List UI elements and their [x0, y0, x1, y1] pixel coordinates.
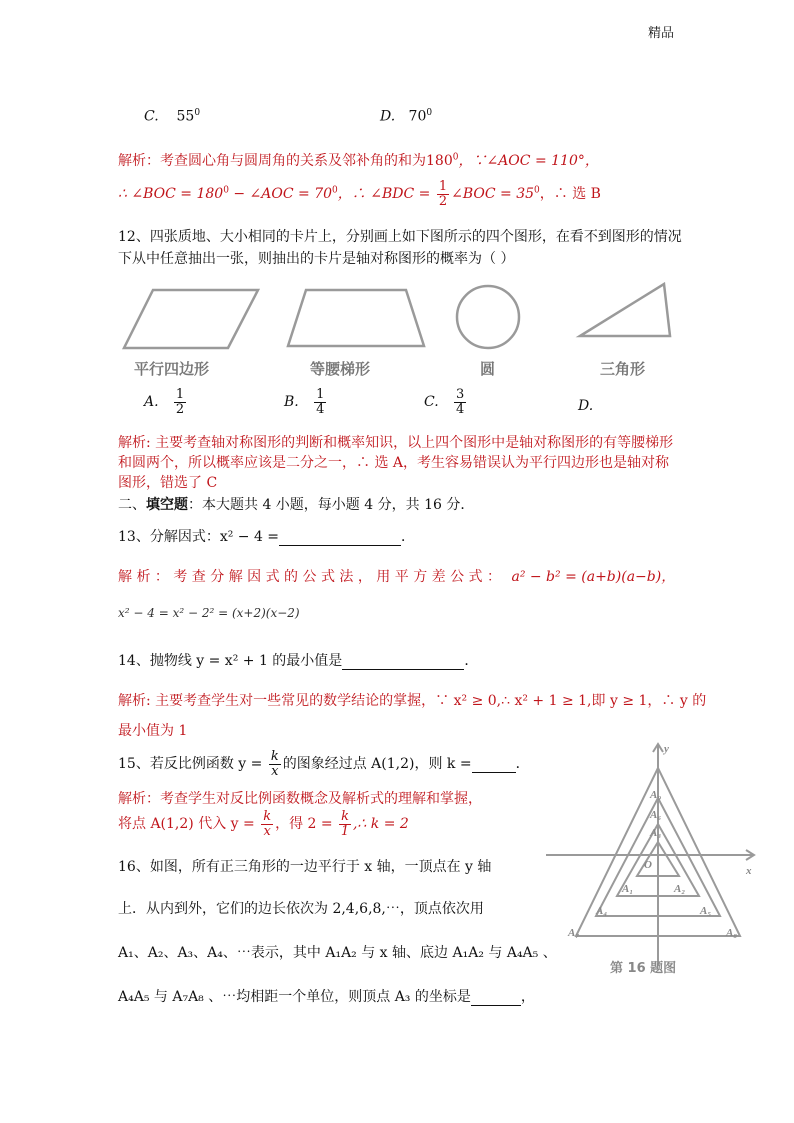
question-end: ． [464, 653, 479, 669]
vertex-label: A₁ [622, 883, 634, 895]
q14-stem [118, 650, 478, 670]
solution-text: ∠BOC = 35 [451, 186, 535, 203]
q12-stem-line2: 下从中任意抽出一张，则抽出的卡片是轴对称图形的概率为（ ） [118, 251, 515, 267]
question-text: 的图象经过点 A(1,2)，则 k = [282, 756, 472, 773]
q12-option-d [578, 398, 593, 414]
degree-mark: 0 [223, 185, 229, 196]
q15-solution-line1: 解析：考查学生对反比例函数概念及解析式的理解和掌握， [118, 791, 482, 807]
option-letter: D. [578, 398, 594, 414]
question-end: ． [401, 529, 416, 545]
degree-mark: 0 [452, 152, 459, 163]
q12-solution-line1: 解析: 主要考查轴对称图形的判断和概率知识，以上四个图形中是轴对称图形的有等腰梯形 [118, 435, 674, 451]
q16-line4 [118, 986, 535, 1006]
fraction: $\frac{1}{2}$ [438, 179, 448, 209]
solution-text: − ∠AOC = 70 [228, 186, 333, 203]
q11-solution-line1 [118, 150, 599, 170]
answer-blank[interactable] [279, 529, 401, 546]
answer-blank[interactable] [471, 989, 521, 1006]
header-tag: 精品 [648, 26, 675, 41]
option-value: 55 [176, 108, 195, 125]
vertex-label: A₅ [700, 905, 712, 917]
shape-label-trapezoid: 等腰梯形 [310, 360, 371, 378]
q13-stem [118, 526, 415, 546]
solution-text: ，得 2 = [275, 816, 333, 833]
q14-solution-line2: 最小值为 1 [118, 723, 188, 739]
option-letter: B. [284, 394, 299, 411]
degree-mark: 0 [426, 108, 433, 118]
fraction: $\frac{1}{4}$ [316, 387, 325, 417]
solution-text: 解 析 ： 考 查 分 解 因 式 的 公 式 法 ， 用 平 方 差 公 式 ： [118, 569, 502, 585]
axis-label-y: y [664, 743, 669, 755]
q16-figure [540, 738, 766, 978]
q16-line3: A₁、A₂、A₃、A₄、⋯表示，其中 A₁A₂ 与 x 轴、底边 A₁A₂ 与 A₄A₅ 、 [118, 945, 557, 961]
section-rest: ：本大题共 4 小题，每小题 4 分，共 16 分． [188, 497, 475, 513]
solution-formula: a² − b² = (a+b)(a−b)， [511, 569, 676, 585]
fraction: $\frac{k}{1}$ [340, 809, 350, 839]
q12-stem-line1: 12、四张质地、大小相同的卡片上，分别画上如下图所示的四个图形，在看不到图形的情况 [118, 229, 682, 245]
vertex-label: A₃ [650, 827, 662, 839]
solution-text: ,∴ k = 2 [352, 816, 409, 833]
question-text: 14、抛物线 y = x² + 1 的最小值是 [118, 653, 343, 669]
option-letter: C. [424, 394, 439, 411]
vertex-label: A₂ [674, 883, 686, 895]
option-letter: C. [144, 108, 159, 125]
solution-text: ，∴ ∠BDC = [337, 186, 431, 203]
fraction: $\frac{k}{x}$ [270, 749, 279, 779]
q16-line1: 16、如图，所有正三角形的一边平行于 x 轴，一顶点在 y 轴 [118, 859, 492, 875]
question-text: 13、分解因式：x² − 4 = [118, 529, 280, 545]
fraction: $\frac{1}{2}$ [175, 387, 185, 417]
q11-option-c [144, 108, 200, 125]
fraction: $\frac{3}{4}$ [456, 387, 465, 417]
question-text: 15、若反比例函数 y = [118, 756, 263, 773]
q13-solution-line1 [118, 566, 675, 586]
shape-label-triangle: 三角形 [600, 360, 646, 378]
solution-text: ，∴ 选 B [539, 186, 601, 203]
q15-stem [118, 750, 530, 778]
shape-label-circle: 圆 [480, 360, 496, 378]
q14-solution-line1: 解析: 主要考查学生对一些常见的数学结论的掌握，∵ x² ≥ 0,∴ x² + 1 ≥ 1,即 y ≥ 1，∴ y 的 [118, 693, 707, 709]
axis-label-x: x [746, 865, 752, 877]
answer-blank[interactable] [472, 756, 516, 773]
vertex-label: A₈ [726, 927, 738, 939]
question-text: A₄A₅ 与 A₇A₈ 、⋯均相距一个单位，则顶点 A₃ 的坐标是 [118, 989, 471, 1005]
vertex-label: A₇ [568, 927, 580, 939]
q12-solution-line2: 和圆两个，所以概率应该是二分之一，∴ 选 A，考生容易错误认为平行四边形也是轴对称 [118, 455, 670, 471]
solution-text: 将点 A(1,2) 代入 y = [118, 816, 255, 833]
q16-line2: 上．从内到外，它们的边长依次为 2,4,6,8,⋯，顶点依次用 [118, 901, 484, 917]
q11-solution-line2 [118, 180, 601, 208]
solution-text: ∴ ∠BOC = 180 [118, 186, 224, 203]
option-value: 70 [408, 108, 427, 125]
q12-option-b [284, 388, 328, 416]
question-end: ． [515, 756, 530, 773]
figure-caption: 第 16 题图 [610, 961, 677, 976]
degree-mark: 0 [534, 185, 540, 196]
q15-solution-line2 [118, 810, 409, 838]
section-title [118, 494, 474, 514]
solution-text: 解析：考查圆心角与圆周角的关系及邻补角的和为 [118, 153, 426, 169]
vertex-label: A₄ [596, 905, 608, 917]
shape-label-parallelogram: 平行四边形 [134, 360, 210, 378]
degree-mark: 0 [332, 185, 338, 196]
vertex-label: A₉ [650, 789, 662, 801]
answer-blank[interactable] [342, 653, 464, 670]
section-bold: 填空题 [146, 497, 188, 513]
q11-option-d [380, 108, 432, 125]
fraction: $\frac{k}{x}$ [263, 809, 272, 839]
q12-option-a [144, 388, 188, 416]
origin-label: O [644, 859, 652, 871]
option-letter: A. [144, 394, 159, 411]
q12-option-c [424, 388, 468, 416]
q12-solution-line3: 图形，错选了 C [118, 475, 218, 491]
option-letter: D. [380, 108, 396, 125]
degree-mark: 0 [194, 108, 201, 118]
q13-solution-line2: x² − 4 = x² − 2² = (x+2)(x−2) [118, 606, 300, 620]
question-end: ， [520, 989, 535, 1005]
solution-value: 180 [426, 153, 453, 169]
solution-text: ，∵∠AOC = 110°， [458, 153, 599, 169]
vertex-label: A₆ [650, 809, 662, 821]
section-prefix: 二、 [118, 497, 146, 513]
